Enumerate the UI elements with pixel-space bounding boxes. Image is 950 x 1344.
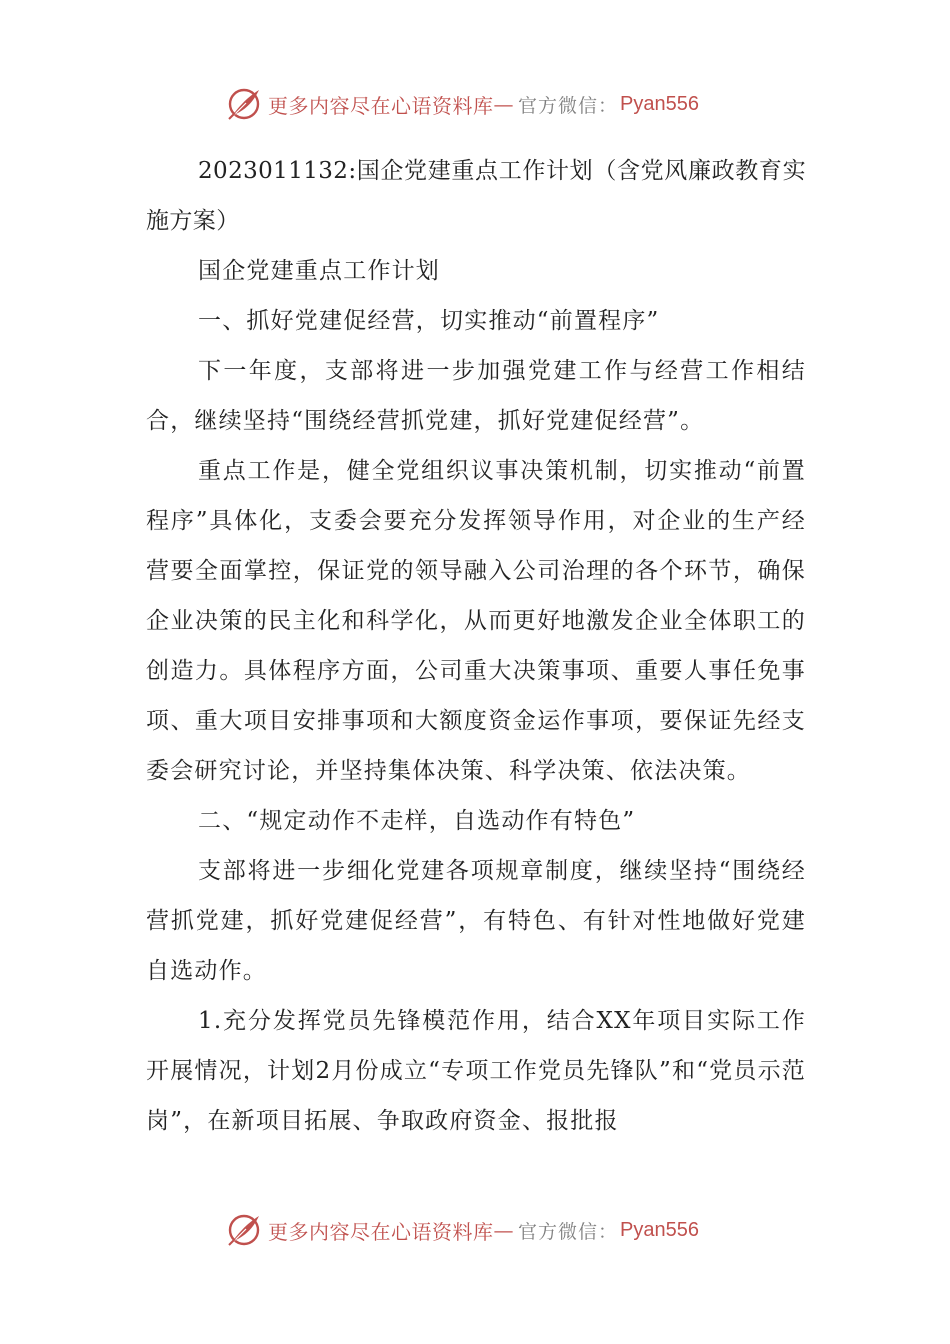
paragraph: 支部将进一步细化党建各项规章制度，继续坚持“围绕经营抓党建，抓好党建促经营”，有特色、有针对性地做好党建自选动作。 — [146, 858, 806, 984]
watermark-separator: — — [493, 92, 514, 116]
quill-pen-logo-icon — [226, 86, 262, 122]
quill-pen-logo-icon — [226, 1212, 262, 1248]
watermark-site-text: 更多内容尽在心语资料库 — [268, 1219, 494, 1244]
watermark-wechat-id: Pyan556 — [620, 1218, 699, 1241]
section-heading-plan: 国企党建重点工作计划 — [198, 258, 440, 284]
document-title: 2023011132:国企党建重点工作计划（含党风廉政教育实施方案） — [146, 158, 806, 234]
watermark-separator: — — [493, 1218, 514, 1242]
watermark-wechat-id: Pyan556 — [620, 92, 699, 115]
document-body — [146, 146, 806, 1146]
section-heading-2: 二、“规定动作不走样，自选动作有特色” — [198, 808, 636, 834]
watermark-official-label: 官方微信： — [518, 94, 619, 117]
paragraph: 1.充分发挥党员先锋模范作用，结合XX年项目实际工作开展情况，计划2月份成立“专项工作党员先锋队”和“党员示范岗”，在新项目拓展、争取政府资金、报批报 — [146, 1008, 806, 1134]
watermark-site-text: 更多内容尽在心语资料库 — [268, 93, 494, 118]
paragraph: 下一年度，支部将进一步加强党建工作与经营工作相结合，继续坚持“围绕经营抓党建，抓好党建促经营”。 — [146, 358, 806, 434]
paragraph: 重点工作是，健全党组织议事决策机制，切实推动“前置程序”具体化，支委会要充分发挥领导作用，对企业的生产经营要全面掌控，保证党的领导融入公司治理的各个环节，确保企业决策的民主化和科学化，从而更好地激发企业全体职工的创造力。具体程序方面，公司重大决策事项、重要人事任免事项、重大项目安排事项和大额度资金运作事项，要保证先经支委会研究讨论，并坚持集体决策、科学决策、依法决策。 — [146, 458, 806, 784]
watermark-official-label: 官方微信： — [518, 1220, 619, 1243]
watermark-footer — [226, 1210, 699, 1250]
watermark-header — [226, 84, 699, 124]
section-heading-1: 一、抓好党建促经营，切实推动“前置程序” — [198, 308, 660, 334]
